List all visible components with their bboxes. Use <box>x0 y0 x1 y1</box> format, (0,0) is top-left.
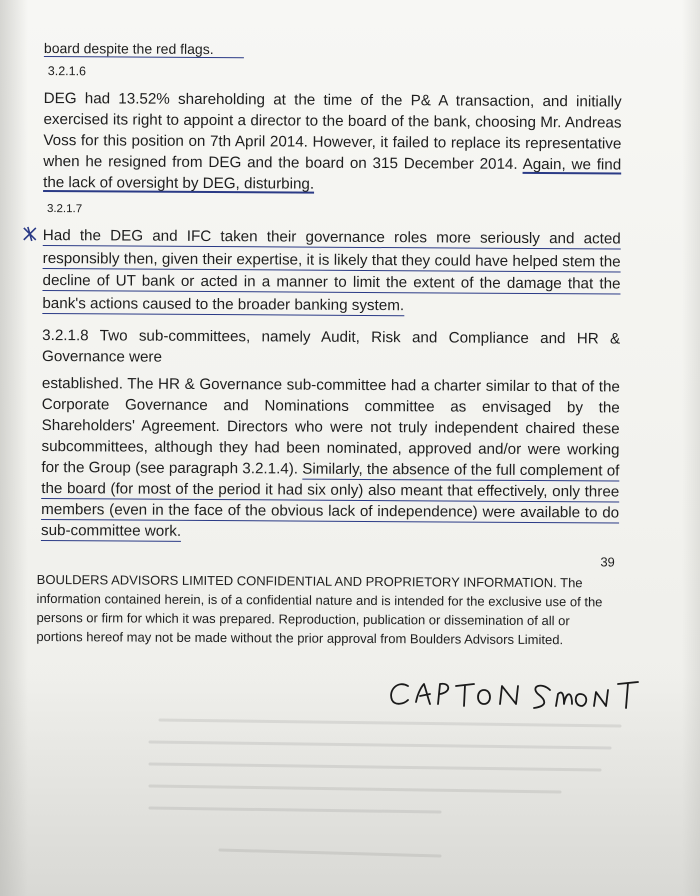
paragraph-3218 <box>41 373 620 545</box>
paragraph-text: DEG had 13.52% shareholding at the time of the P& A transaction, and initially exercised its right to appoint a director to the board of the bank, choosing Mr. Andreas Voss for this position on 7th April 2014. However, it failed to replace its representative when he resigned from DEG and the board on 315 December 2014. <box>43 89 622 173</box>
handwritten-cross-mark-icon <box>21 225 39 243</box>
confidential-footer: BOULDERS ADVISORS LIMITED CONFIDENTIAL AND PROPRIETORY INFORMATION. The information contained herein, is of a confidential nature and is intended for the exclusive use of the persons or firm for which it was prepared. Reproduction, publication or dissemination of all or portions hereof may not be made without the prior approval from Boulders Advisors Limited. <box>36 571 603 648</box>
underlined-text: Had the DEG and IFC taken their governance roles more seriously and acted responsibly then, given their expertise, it is likely that they could have helped stem the decline of UT bank or acted in a manner to limit the extent of the damage that the bank's actions caused to the broader banking system. <box>42 226 621 314</box>
paragraph-3216 <box>43 88 622 197</box>
underlined-text: Similarly, the absence of the full complement of the board (for most of the period it had six only) also meant that effectively, only three members (even in the face of the obvious lack of independence) were available to do sub-committee work. <box>40 460 620 540</box>
page-number: 39 <box>600 554 615 570</box>
paragraph-3217 <box>42 225 621 319</box>
section-number: 3.2.1.7 <box>46 203 83 216</box>
carryover-line: board despite the red flags. <box>44 40 244 58</box>
section-number: 3.2.1.6 <box>47 64 87 79</box>
bleed-through-text <box>140 700 640 870</box>
paragraph-3217-wrap <box>42 225 621 319</box>
paragraph-3218-intro <box>42 325 620 371</box>
section-number-inline: 3.2.1.8 <box>42 326 89 345</box>
paragraph-text: established. The HR & Governance sub-committee had a charter similar to that of the Corporate Governance and Nominations committee as envisaged by the Shareholders' Agreement. Directors who were not truly independent chaired these subcommittees, although they had been nominated, approved and/or were working for the Group (see paragraph 3.2.1.4). <box>41 374 620 478</box>
paragraph-text: Two sub-committees, namely Audit, Risk and Compliance and HR & Governance were <box>42 327 621 366</box>
document-body <box>36 40 622 650</box>
underlined-text: Again, we find the lack of oversight by DEG, disturbing. <box>43 155 622 193</box>
